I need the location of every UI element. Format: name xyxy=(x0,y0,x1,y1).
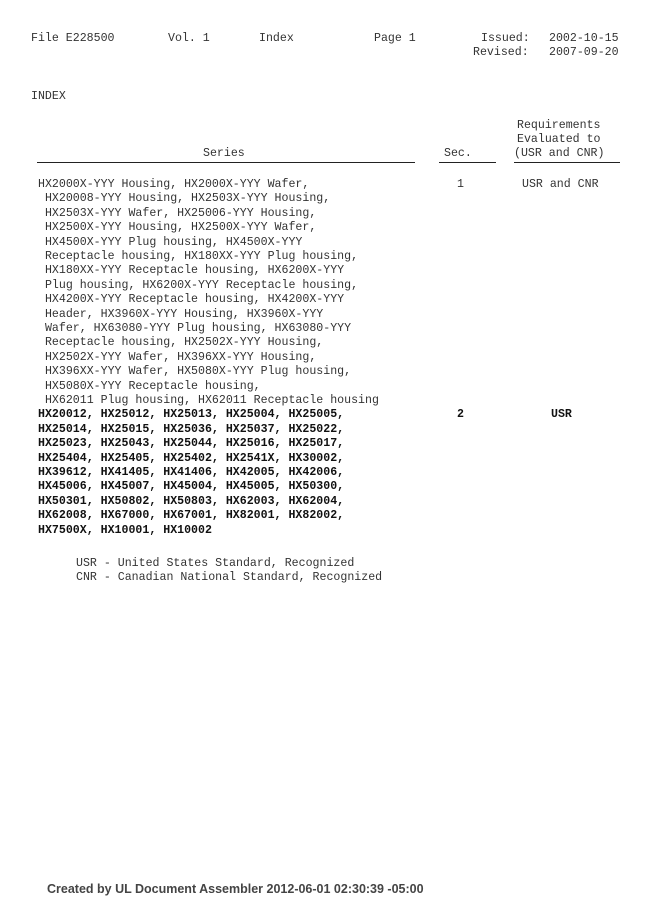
series-line: HX7500X, HX10001, HX10002 xyxy=(38,523,212,537)
file-number: File E228500 xyxy=(31,32,115,45)
series-line: HX2503X-YYY Wafer, HX25006-YYY Housing, xyxy=(38,206,317,220)
series-line: Receptacle housing, HX180XX-YYY Plug housing, xyxy=(38,250,359,263)
series-line: Wafer, HX63080-YYY Plug housing, HX63080-YYY xyxy=(38,322,352,335)
series-line: HX62008, HX67000, HX67001, HX82001, HX82002, xyxy=(38,509,345,523)
series-line: HX25023, HX25043, HX25044, HX25016, HX25017, xyxy=(38,437,345,451)
issued-label: Issued: xyxy=(481,32,530,45)
series-line: HX20012, HX25012, HX25013, HX25004, HX25005, xyxy=(38,408,345,422)
req-header-line3: (USR and CNR) xyxy=(514,147,605,160)
volume: Vol. 1 xyxy=(168,32,210,45)
series-line: HX62011 Plug housing, HX62011 Receptacle housing xyxy=(38,394,379,407)
series-line: HX25014, HX25015, HX25036, HX25037, HX25022, xyxy=(38,422,345,436)
series-line: HX5080X-YYY Receptacle housing, xyxy=(38,379,261,393)
series-line: HX45006, HX45007, HX45004, HX45005, HX50300, xyxy=(38,480,345,494)
page-number: Page 1 xyxy=(374,32,416,45)
series-line: Header, HX3960X-YYY Housing, HX3960X-YYY xyxy=(38,307,324,321)
req-header-line1: Requirements xyxy=(517,119,601,132)
index-title: INDEX xyxy=(31,90,66,103)
series-line: Plug housing, HX6200X-YYY Receptacle housing, xyxy=(38,278,359,292)
revised-label: Revised: xyxy=(473,46,529,59)
legend-cnr: CNR - Canadian National Standard, Recognized xyxy=(76,571,383,585)
revised-date: 2007-09-20 xyxy=(549,46,619,59)
series-line: HX2500X-YYY Housing, HX2500X-YYY Wafer, xyxy=(38,221,317,235)
series-line: HX396XX-YYY Wafer, HX5080X-YYY Plug housing, xyxy=(38,365,352,379)
series-line: Receptacle housing, HX2502X-YYY Housing, xyxy=(38,336,324,350)
series-header: Series xyxy=(203,147,245,160)
series-line: HX4200X-YYY Receptacle housing, HX4200X-YYY xyxy=(38,293,345,307)
series-line: HX50301, HX50802, HX50803, HX62003, HX62004, xyxy=(38,494,345,508)
issued-date: 2002-10-15 xyxy=(549,32,619,45)
series-line: HX39612, HX41405, HX41406, HX42005, HX42006, xyxy=(38,466,345,479)
series-line: HX20008-YYY Housing, HX2503X-YYY Housing, xyxy=(38,192,331,206)
series-line: HX25404, HX25405, HX25402, HX2541X, HX30002, xyxy=(38,451,345,465)
section-name: Index xyxy=(259,32,294,45)
row-sec: 2 xyxy=(457,408,464,422)
req-header-line2: Evaluated to xyxy=(517,133,601,146)
series-header-rule xyxy=(37,162,415,163)
footer-stamp: Created by UL Document Assembler 2012-06-01 02:30:39 -05:00 xyxy=(47,882,424,896)
sec-header-rule xyxy=(439,162,496,163)
row-sec: 1 xyxy=(457,178,464,191)
row-requirements: USR and CNR xyxy=(522,178,599,191)
series-line: HX2502X-YYY Wafer, HX396XX-YYY Housing, xyxy=(38,350,317,364)
row-requirements: USR xyxy=(551,408,572,422)
legend-usr: USR - United States Standard, Recognized xyxy=(76,557,355,570)
series-line: HX4500X-YYY Plug housing, HX4500X-YYY xyxy=(38,235,303,249)
series-line: HX180XX-YYY Receptacle housing, HX6200X-YYY xyxy=(38,264,345,278)
sec-header: Sec. xyxy=(444,147,472,160)
req-header-rule xyxy=(514,162,620,163)
series-line: HX2000X-YYY Housing, HX2000X-YYY Wafer, xyxy=(38,178,310,191)
